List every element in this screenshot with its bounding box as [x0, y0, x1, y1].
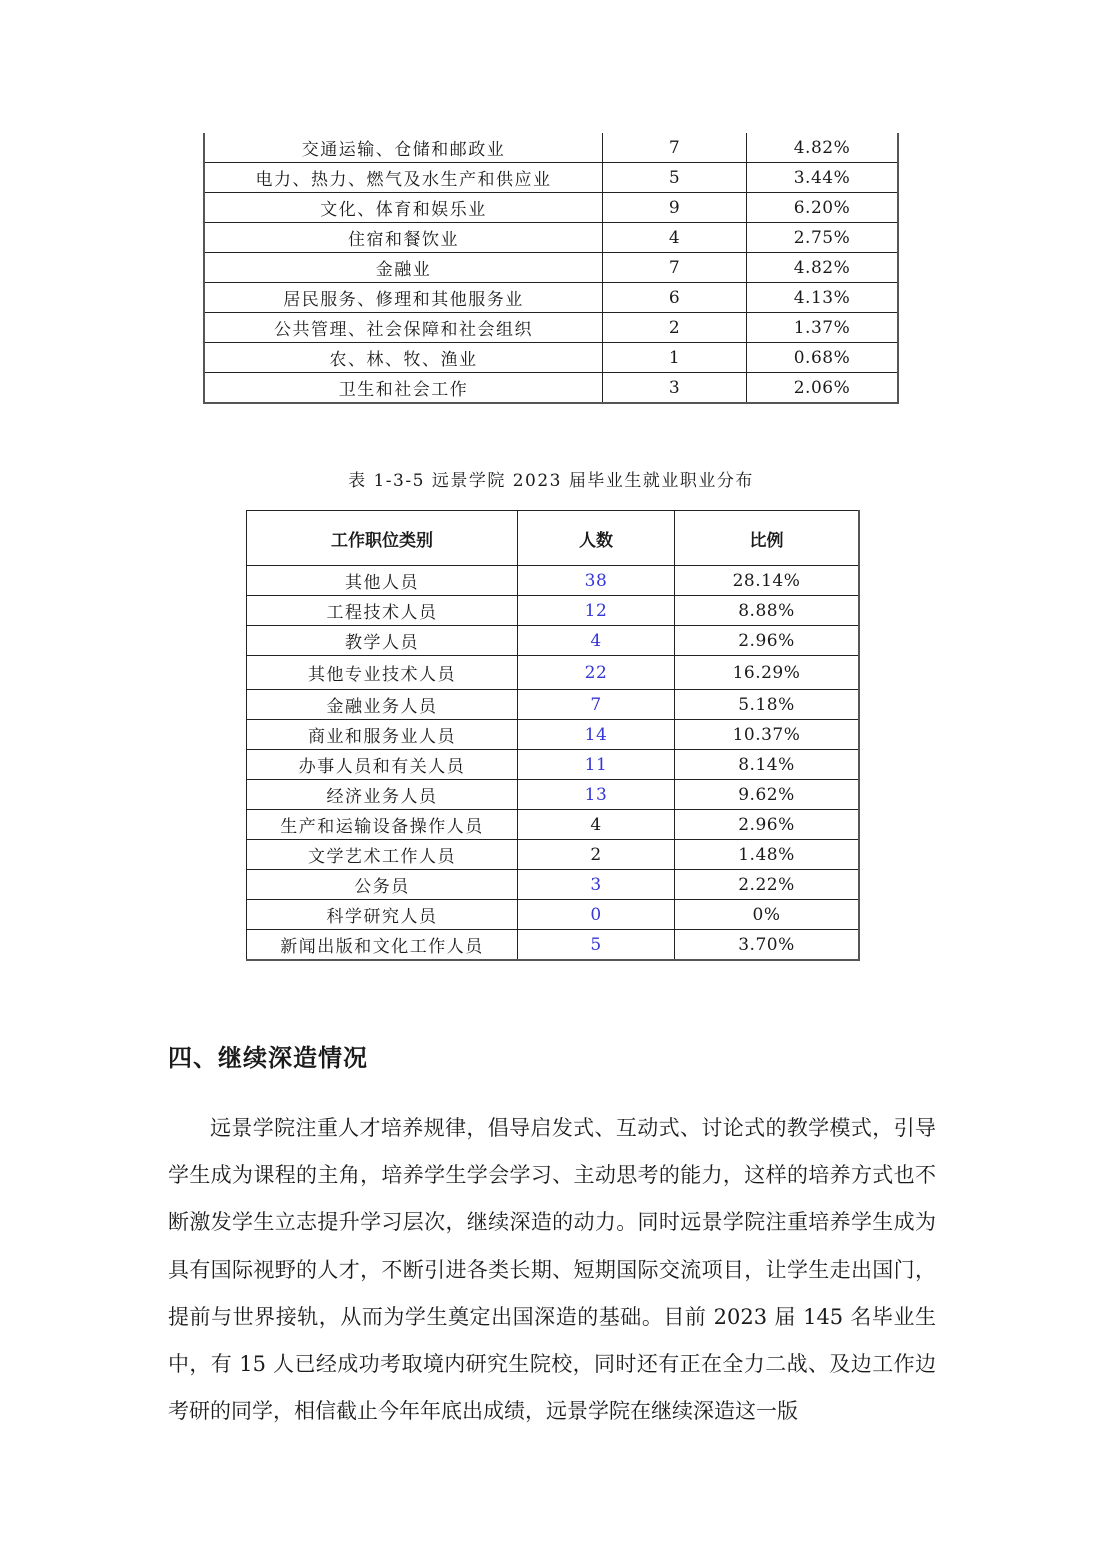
ratio-cell: 2.75%	[747, 223, 899, 253]
count-cell: 2	[518, 840, 675, 870]
count-cell: 14	[518, 720, 675, 750]
category-cell: 生产和运输设备操作人员	[247, 810, 518, 840]
ratio-cell: 10.37%	[675, 720, 860, 750]
category-cell: 金融业务人员	[247, 690, 518, 720]
ratio-cell: 4.13%	[747, 283, 899, 313]
count-cell: 7	[603, 133, 747, 163]
body-text	[168, 1105, 936, 1435]
count-cell: 9	[603, 193, 747, 223]
category-cell: 办事人员和有关人员	[247, 750, 518, 780]
table-row	[204, 253, 898, 283]
table-row	[247, 720, 860, 750]
category-cell: 教学人员	[247, 626, 518, 656]
count-cell: 5	[603, 163, 747, 193]
industry-cell: 电力、热力、燃气及水生产和供应业	[204, 163, 603, 193]
table-row	[204, 373, 898, 404]
category-cell: 公务员	[247, 870, 518, 900]
table-row	[247, 870, 860, 900]
header-count: 人数	[518, 511, 675, 566]
table-row	[247, 930, 860, 961]
industry-cell: 交通运输、仓储和邮政业	[204, 133, 603, 163]
ratio-cell: 5.18%	[675, 690, 860, 720]
ratio-cell: 8.88%	[675, 596, 860, 626]
count-cell: 7	[518, 690, 675, 720]
ratio-cell: 0%	[675, 900, 860, 930]
category-cell: 新闻出版和文化工作人员	[247, 930, 518, 961]
ratio-cell: 6.20%	[747, 193, 899, 223]
industry-cell: 卫生和社会工作	[204, 373, 603, 404]
section-heading: 四、继续深造情况	[168, 1044, 368, 1072]
ratio-cell: 2.96%	[675, 626, 860, 656]
ratio-cell: 8.14%	[675, 750, 860, 780]
count-cell: 2	[603, 313, 747, 343]
table-row	[204, 283, 898, 313]
category-cell: 其他人员	[247, 566, 518, 596]
paragraph: 远景学院注重人才培养规律，倡导启发式、互动式、讨论式的教学模式，引导学生成为课程的主角，培养学生学会学习、主动思考的能力，这样的培养方式也不断激发学生立志提升学习层次，继续深造的动力。同时远景学院注重培养学生成为具有国际视野的人才，不断引进各类长期、短期国际交流项目，让学生走出国门，提前与世界接轨，从而为学生奠定出国深造的基础。目前 2023 届 145 名毕业生中，有 15 人已经成功考取境内研究生院校，同时还有正在全力二战、及边工作边考研的同学，相信截止今年年底出成绩，远景学院在继续深造这一版	[168, 1116, 936, 1424]
category-cell: 商业和服务业人员	[247, 720, 518, 750]
table-row	[204, 163, 898, 193]
table-row	[247, 566, 860, 596]
count-cell: 3	[518, 870, 675, 900]
count-cell: 4	[603, 223, 747, 253]
count-cell: 3	[603, 373, 747, 404]
industry-cell: 文化、体育和娱乐业	[204, 193, 603, 223]
table-row	[247, 750, 860, 780]
ratio-cell: 2.06%	[747, 373, 899, 404]
table-caption: 表 1-3-5 远景学院 2023 届毕业生就业职业分布	[348, 471, 754, 491]
category-cell: 经济业务人员	[247, 780, 518, 810]
category-cell: 工程技术人员	[247, 596, 518, 626]
category-cell: 文学艺术工作人员	[247, 840, 518, 870]
count-cell: 13	[518, 780, 675, 810]
count-cell: 4	[518, 810, 675, 840]
count-cell: 4	[518, 626, 675, 656]
count-cell: 12	[518, 596, 675, 626]
occupation-distribution-table	[246, 510, 860, 961]
count-cell: 11	[518, 750, 675, 780]
table-row	[247, 900, 860, 930]
table-row	[204, 133, 898, 163]
table-row	[204, 343, 898, 373]
table-row	[247, 810, 860, 840]
count-cell: 7	[603, 253, 747, 283]
industry-cell: 住宿和餐饮业	[204, 223, 603, 253]
industry-distribution-table	[203, 133, 899, 404]
ratio-cell: 2.22%	[675, 870, 860, 900]
count-cell: 22	[518, 656, 675, 690]
ratio-cell: 16.29%	[675, 656, 860, 690]
industry-cell: 公共管理、社会保障和社会组织	[204, 313, 603, 343]
count-cell: 1	[603, 343, 747, 373]
ratio-cell: 1.48%	[675, 840, 860, 870]
table-row	[247, 690, 860, 720]
ratio-cell: 3.44%	[747, 163, 899, 193]
table-header-row	[247, 511, 860, 566]
count-cell: 38	[518, 566, 675, 596]
category-cell: 其他专业技术人员	[247, 656, 518, 690]
industry-cell: 金融业	[204, 253, 603, 283]
ratio-cell: 4.82%	[747, 133, 899, 163]
header-category: 工作职位类别	[247, 511, 518, 566]
ratio-cell: 28.14%	[675, 566, 860, 596]
table-row	[247, 840, 860, 870]
count-cell: 5	[518, 930, 675, 961]
header-ratio: 比例	[675, 511, 860, 566]
table-row	[204, 193, 898, 223]
table-row	[204, 313, 898, 343]
table-row	[247, 626, 860, 656]
ratio-cell: 2.96%	[675, 810, 860, 840]
ratio-cell: 3.70%	[675, 930, 860, 961]
industry-cell: 农、林、牧、渔业	[204, 343, 603, 373]
ratio-cell: 9.62%	[675, 780, 860, 810]
industry-cell: 居民服务、修理和其他服务业	[204, 283, 603, 313]
category-cell: 科学研究人员	[247, 900, 518, 930]
ratio-cell: 1.37%	[747, 313, 899, 343]
table-row	[204, 223, 898, 253]
table-row	[247, 656, 860, 690]
ratio-cell: 4.82%	[747, 253, 899, 283]
count-cell: 0	[518, 900, 675, 930]
table-row	[247, 596, 860, 626]
count-cell: 6	[603, 283, 747, 313]
ratio-cell: 0.68%	[747, 343, 899, 373]
table-row	[247, 780, 860, 810]
